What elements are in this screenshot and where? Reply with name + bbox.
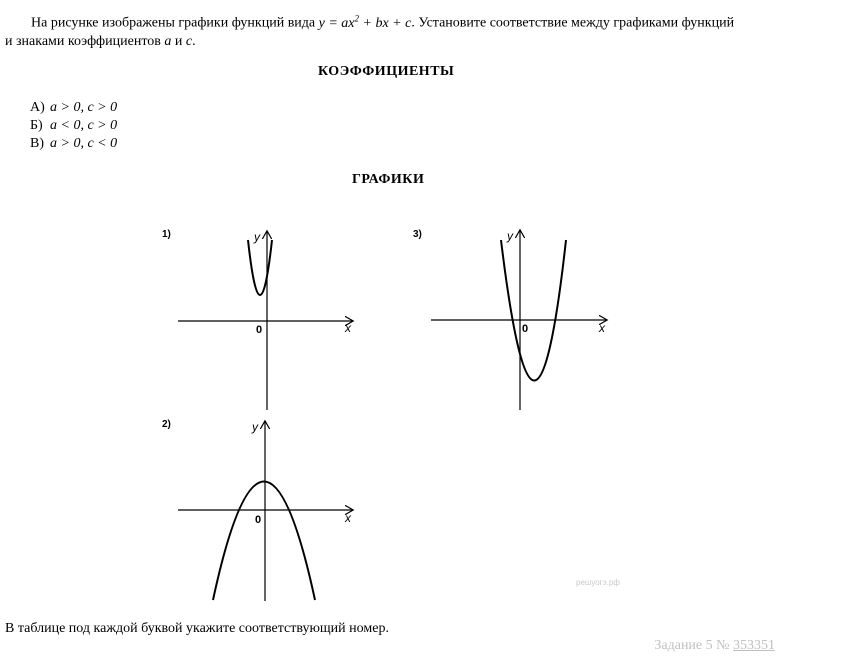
- graph-1-y-label: y: [254, 230, 260, 244]
- graph-2-parabola: [213, 482, 315, 601]
- graph-3-origin: 0: [522, 323, 529, 335]
- statement-text: На рисунке изображены графики функций вида: [31, 15, 319, 31]
- graph-2-origin: 0: [255, 514, 262, 526]
- formula: $y = ax^2$ + bx + c: [318, 13, 412, 31]
- var-a: a: [164, 33, 172, 49]
- task-id-link[interactable]: 353351: [733, 638, 775, 653]
- graph-2-x-label: x: [345, 511, 351, 525]
- graph-1-number: 1): [162, 229, 171, 240]
- graph-1-x-label: x: [345, 321, 351, 335]
- graph-3-number: 3): [413, 229, 422, 240]
- graph-1-parabola: [248, 240, 272, 295]
- var-c: c: [185, 33, 193, 49]
- graph-2-number: 2): [162, 419, 171, 430]
- graph-3-x-label: x: [599, 321, 605, 335]
- coefficients-title: КОЭФФИЦИЕНТЫ: [318, 64, 455, 79]
- graphs-title: ГРАФИКИ: [352, 172, 425, 187]
- graph-2: [162, 419, 352, 601]
- graph-1-origin: 0: [256, 324, 263, 336]
- watermark: решуогэ.рф: [576, 578, 620, 587]
- task-reference: Задание 5 № 353351: [654, 638, 775, 653]
- option-b: Б) a < 0, c > 0: [30, 118, 118, 133]
- graph-3: [413, 229, 606, 410]
- graph-3-y-label: y: [507, 229, 513, 243]
- graph-2-y-label: y: [252, 420, 258, 434]
- statement-line-2: и знаками коэффициентов a и c.: [5, 33, 196, 49]
- option-v: В) a > 0, c < 0: [30, 136, 118, 151]
- graph-1: [162, 229, 352, 410]
- graph-3-parabola: [501, 240, 566, 381]
- option-a: А) a > 0, c > 0: [30, 100, 118, 115]
- statement-text: . Установите соответствие между графиками функций: [411, 15, 735, 31]
- instruction-text: В таблице под каждой буквой укажите соответствующий номер.: [5, 621, 389, 636]
